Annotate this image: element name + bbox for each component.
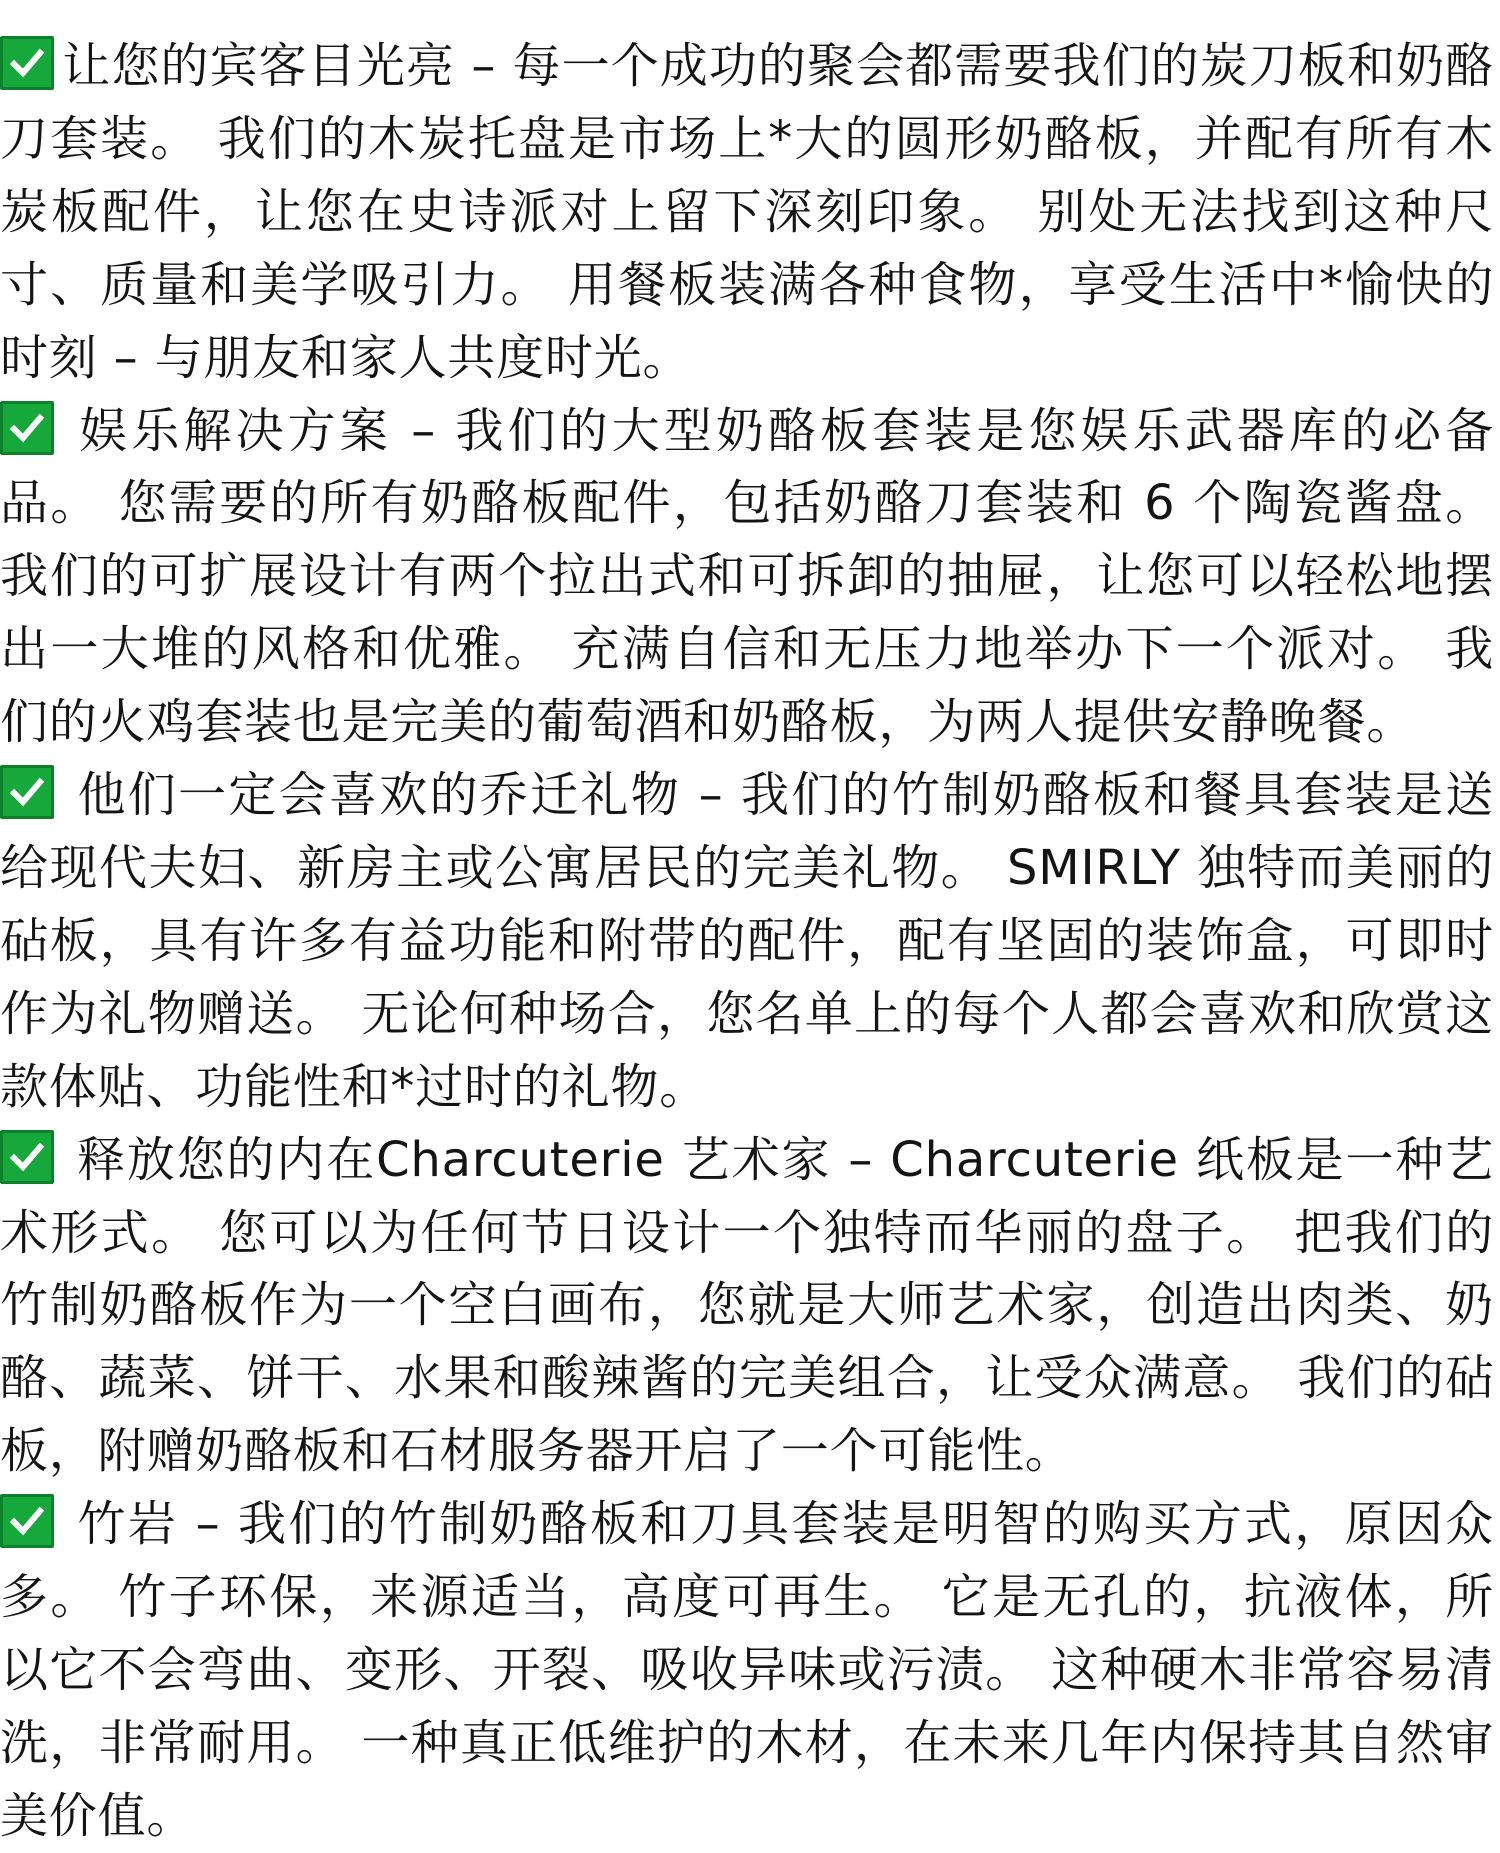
- separator: –: [831, 1131, 891, 1188]
- feature-heading: 他们一定会喜欢的乔迁礼物: [76, 767, 682, 824]
- check-mark-icon: [0, 1494, 54, 1548]
- feature-heading: 娱乐解决方案: [76, 402, 392, 459]
- check-mark-icon: [0, 36, 54, 90]
- feature-heading: 释放您的内在Charcuterie 艺术家: [76, 1131, 832, 1188]
- feature-paragraph-3: [0, 759, 1494, 1124]
- check-mark-icon: [0, 765, 54, 819]
- feature-heading: 竹岩: [76, 1496, 179, 1553]
- feature-paragraph-2: [0, 395, 1494, 760]
- separator: –: [455, 38, 513, 94]
- feature-body: 我们的大型奶酪板套装是您娱乐武器库的必备品。 您需要的所有奶酪板配件，包括奶酪刀套装和 6 个陶瓷酱盘。 我们的可扩展设计有两个拉出式和可拆卸的抽屉，让您可以轻松地摆出一大堆的风格和优雅。 充满自信和无压力地举办下一个派对。 我们的火鸡套装也是完美的葡萄酒和奶酪板，为两人提供安静晚餐。: [0, 402, 1494, 751]
- feature-body: 我们的竹制奶酪板和餐具套装是送给现代夫妇、新房主或公寓居民的完美礼物。 SMIRLY 独特而美丽的砧板，具有许多有益功能和附带的配件，配有坚固的装饰盒，可即时作为礼物赠送。 无论何种场合，您名单上的每个人都会喜欢和欣赏这款体贴、功能性和*过时的礼物。: [0, 767, 1494, 1115]
- feature-body: Charcuterie 纸板是一种艺术形式。 您可以为任何节日设计一个独特而华丽的盘子。 把我们的竹制奶酪板作为一个空白画布，您就是大师艺术家，创造出肉类、奶酪、蔬菜、饼干、水果和酸辣酱的完美组合，让受众满意。 我们的砧板，附赠奶酪板和石材服务器开启了一个可能性。: [0, 1131, 1494, 1480]
- separator: –: [681, 767, 742, 824]
- feature-paragraph-4: [0, 1124, 1494, 1489]
- feature-body: 我们的竹制奶酪板和刀具套装是明智的购买方式，原因众多。 竹子环保，来源适当，高度可再生。 它是无孔的，抗液体，所以它不会弯曲、变形、开裂、吸收异味或污渍。 这种硬木非常容易清洗，非常耐用。 一种真正低维护的木材，在未来几年内保持其自然审美价值。: [0, 1496, 1494, 1844]
- check-mark-icon: [0, 401, 54, 455]
- feature-heading: 让您的宾客目光亮: [62, 38, 455, 94]
- separator: –: [178, 1496, 239, 1553]
- feature-body: 每一个成功的聚会都需要我们的炭刀板和奶酪刀套装。 我们的木炭托盘是市场上*大的圆形奶酪板，并配有所有木炭板配件，让您在史诗派对上留下深刻印象。 别处无法找到这种尺寸、质量和美学吸引力。 用餐板装满各种食物，享受生活中*愉快的时刻 – 与朋友和家人共度时光。: [0, 38, 1494, 386]
- feature-paragraph-5: [0, 1488, 1494, 1853]
- check-mark-icon: [0, 1130, 54, 1184]
- feature-paragraph-1: [0, 30, 1494, 395]
- separator: –: [391, 402, 456, 459]
